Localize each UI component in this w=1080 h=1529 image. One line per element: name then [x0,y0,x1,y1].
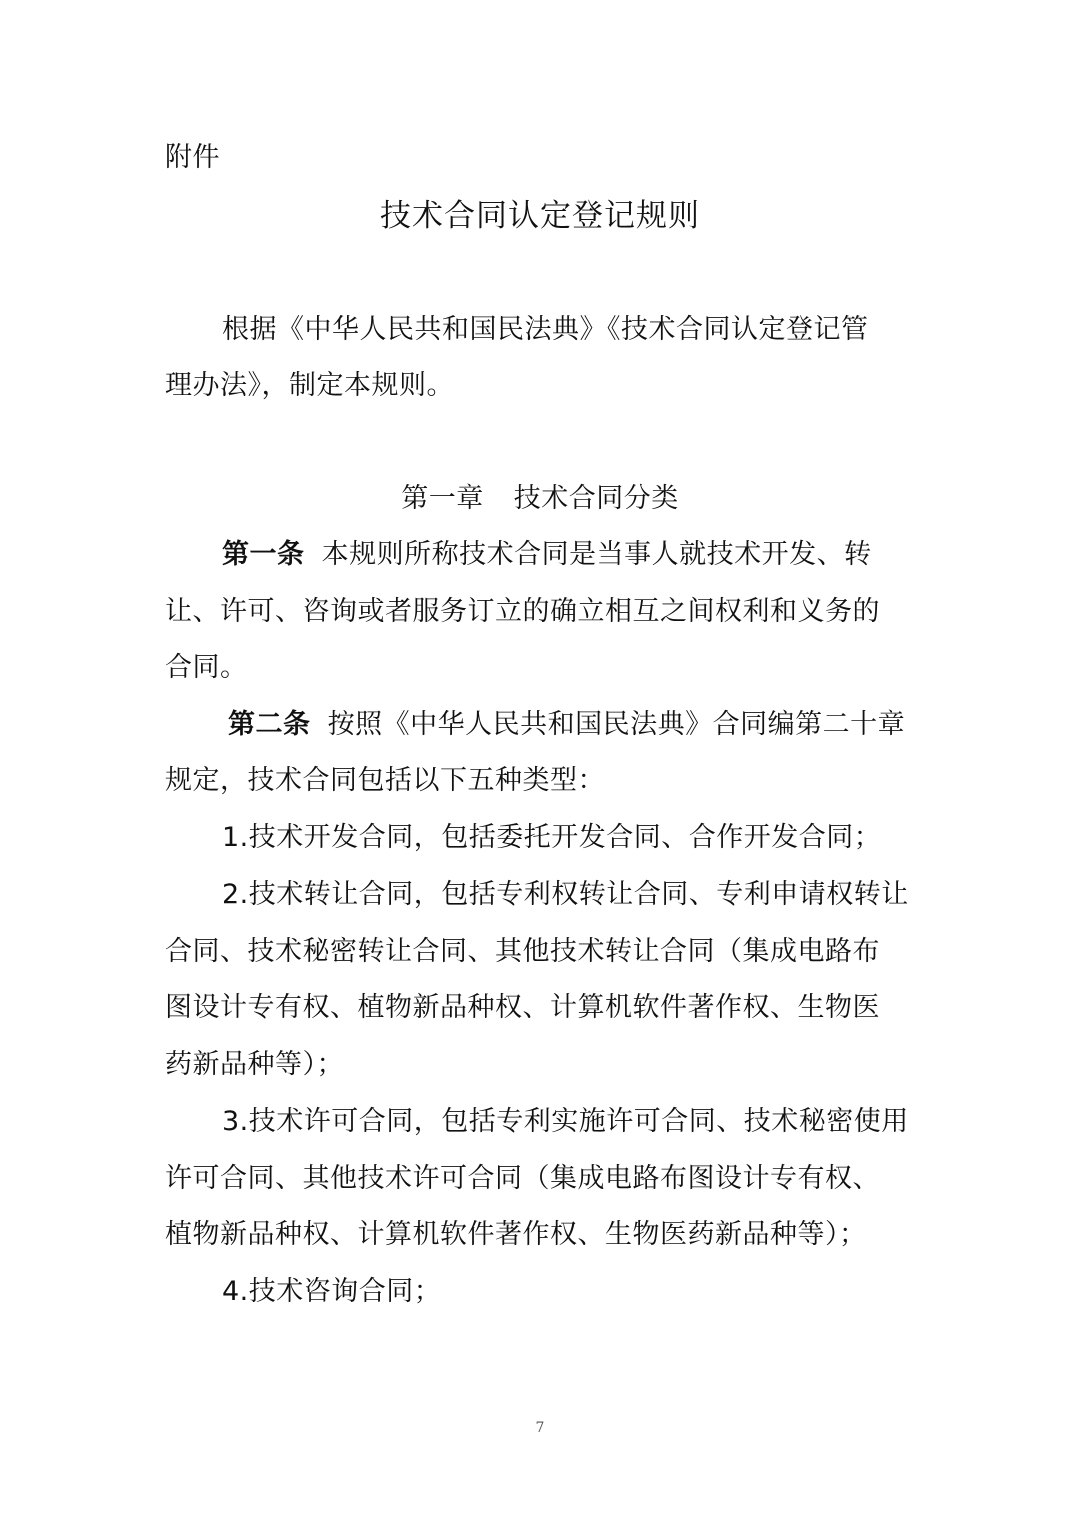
list-item-2-line-2: 合同、技术秘密转让合同、其他技术转让合同（集成电路布 [165,936,880,967]
page-number: 7 [535,1420,545,1436]
document-title: 技术合同认定登记规则 [380,198,700,234]
article-1-line-3: 合同。 [165,652,248,683]
list-item-2-line-3: 图设计专有权、植物新品种权、计算机软件著作权、生物医 [165,992,880,1023]
article-2-line-1 [228,705,905,745]
preamble-line-2: 理办法》，制定本规则。 [165,370,454,401]
article-1-text: 本规则所称技术合同是当事人就技术开发、转 [321,539,872,570]
chapter-heading [0,479,1080,519]
list-item-2-line-1: 2.技术转让合同，包括专利权转让合同、专利申请权转让 [222,879,909,910]
article-2-text: 按照《中华人民共和国民法典》合同编第二十章 [327,709,906,740]
list-item-3-line-3: 植物新品种权、计算机软件著作权、生物医药新品种等）； [165,1219,867,1250]
list-item-2-line-4: 药新品种等）； [165,1049,344,1080]
list-item-3-line-2: 许可合同、其他技术许可合同（集成电路布图设计专有权、 [165,1163,880,1194]
attachment-label: 附件 [165,142,220,173]
list-item-1: 1.技术开发合同，包括委托开发合同、合作开发合同； [222,822,882,853]
article-2-label: 第二条 [228,709,311,740]
chapter-number: 第一章 [401,483,484,514]
list-item-3-line-1: 3.技术许可合同，包括专利实施许可合同、技术秘密使用 [222,1106,909,1137]
preamble-line-1: 根据《中华人民共和国民法典》《技术合同认定登记管 [222,314,869,345]
article-1-line-1 [222,535,872,575]
article-1-line-2: 让、许可、咨询或者服务订立的确立相互之间权利和义务的 [165,596,880,627]
article-1-label: 第一条 [222,539,305,570]
article-2-line-2: 规定，技术合同包括以下五种类型： [165,765,605,796]
chapter-name: 技术合同分类 [513,483,679,514]
list-item-4: 4.技术咨询合同； [222,1276,442,1307]
